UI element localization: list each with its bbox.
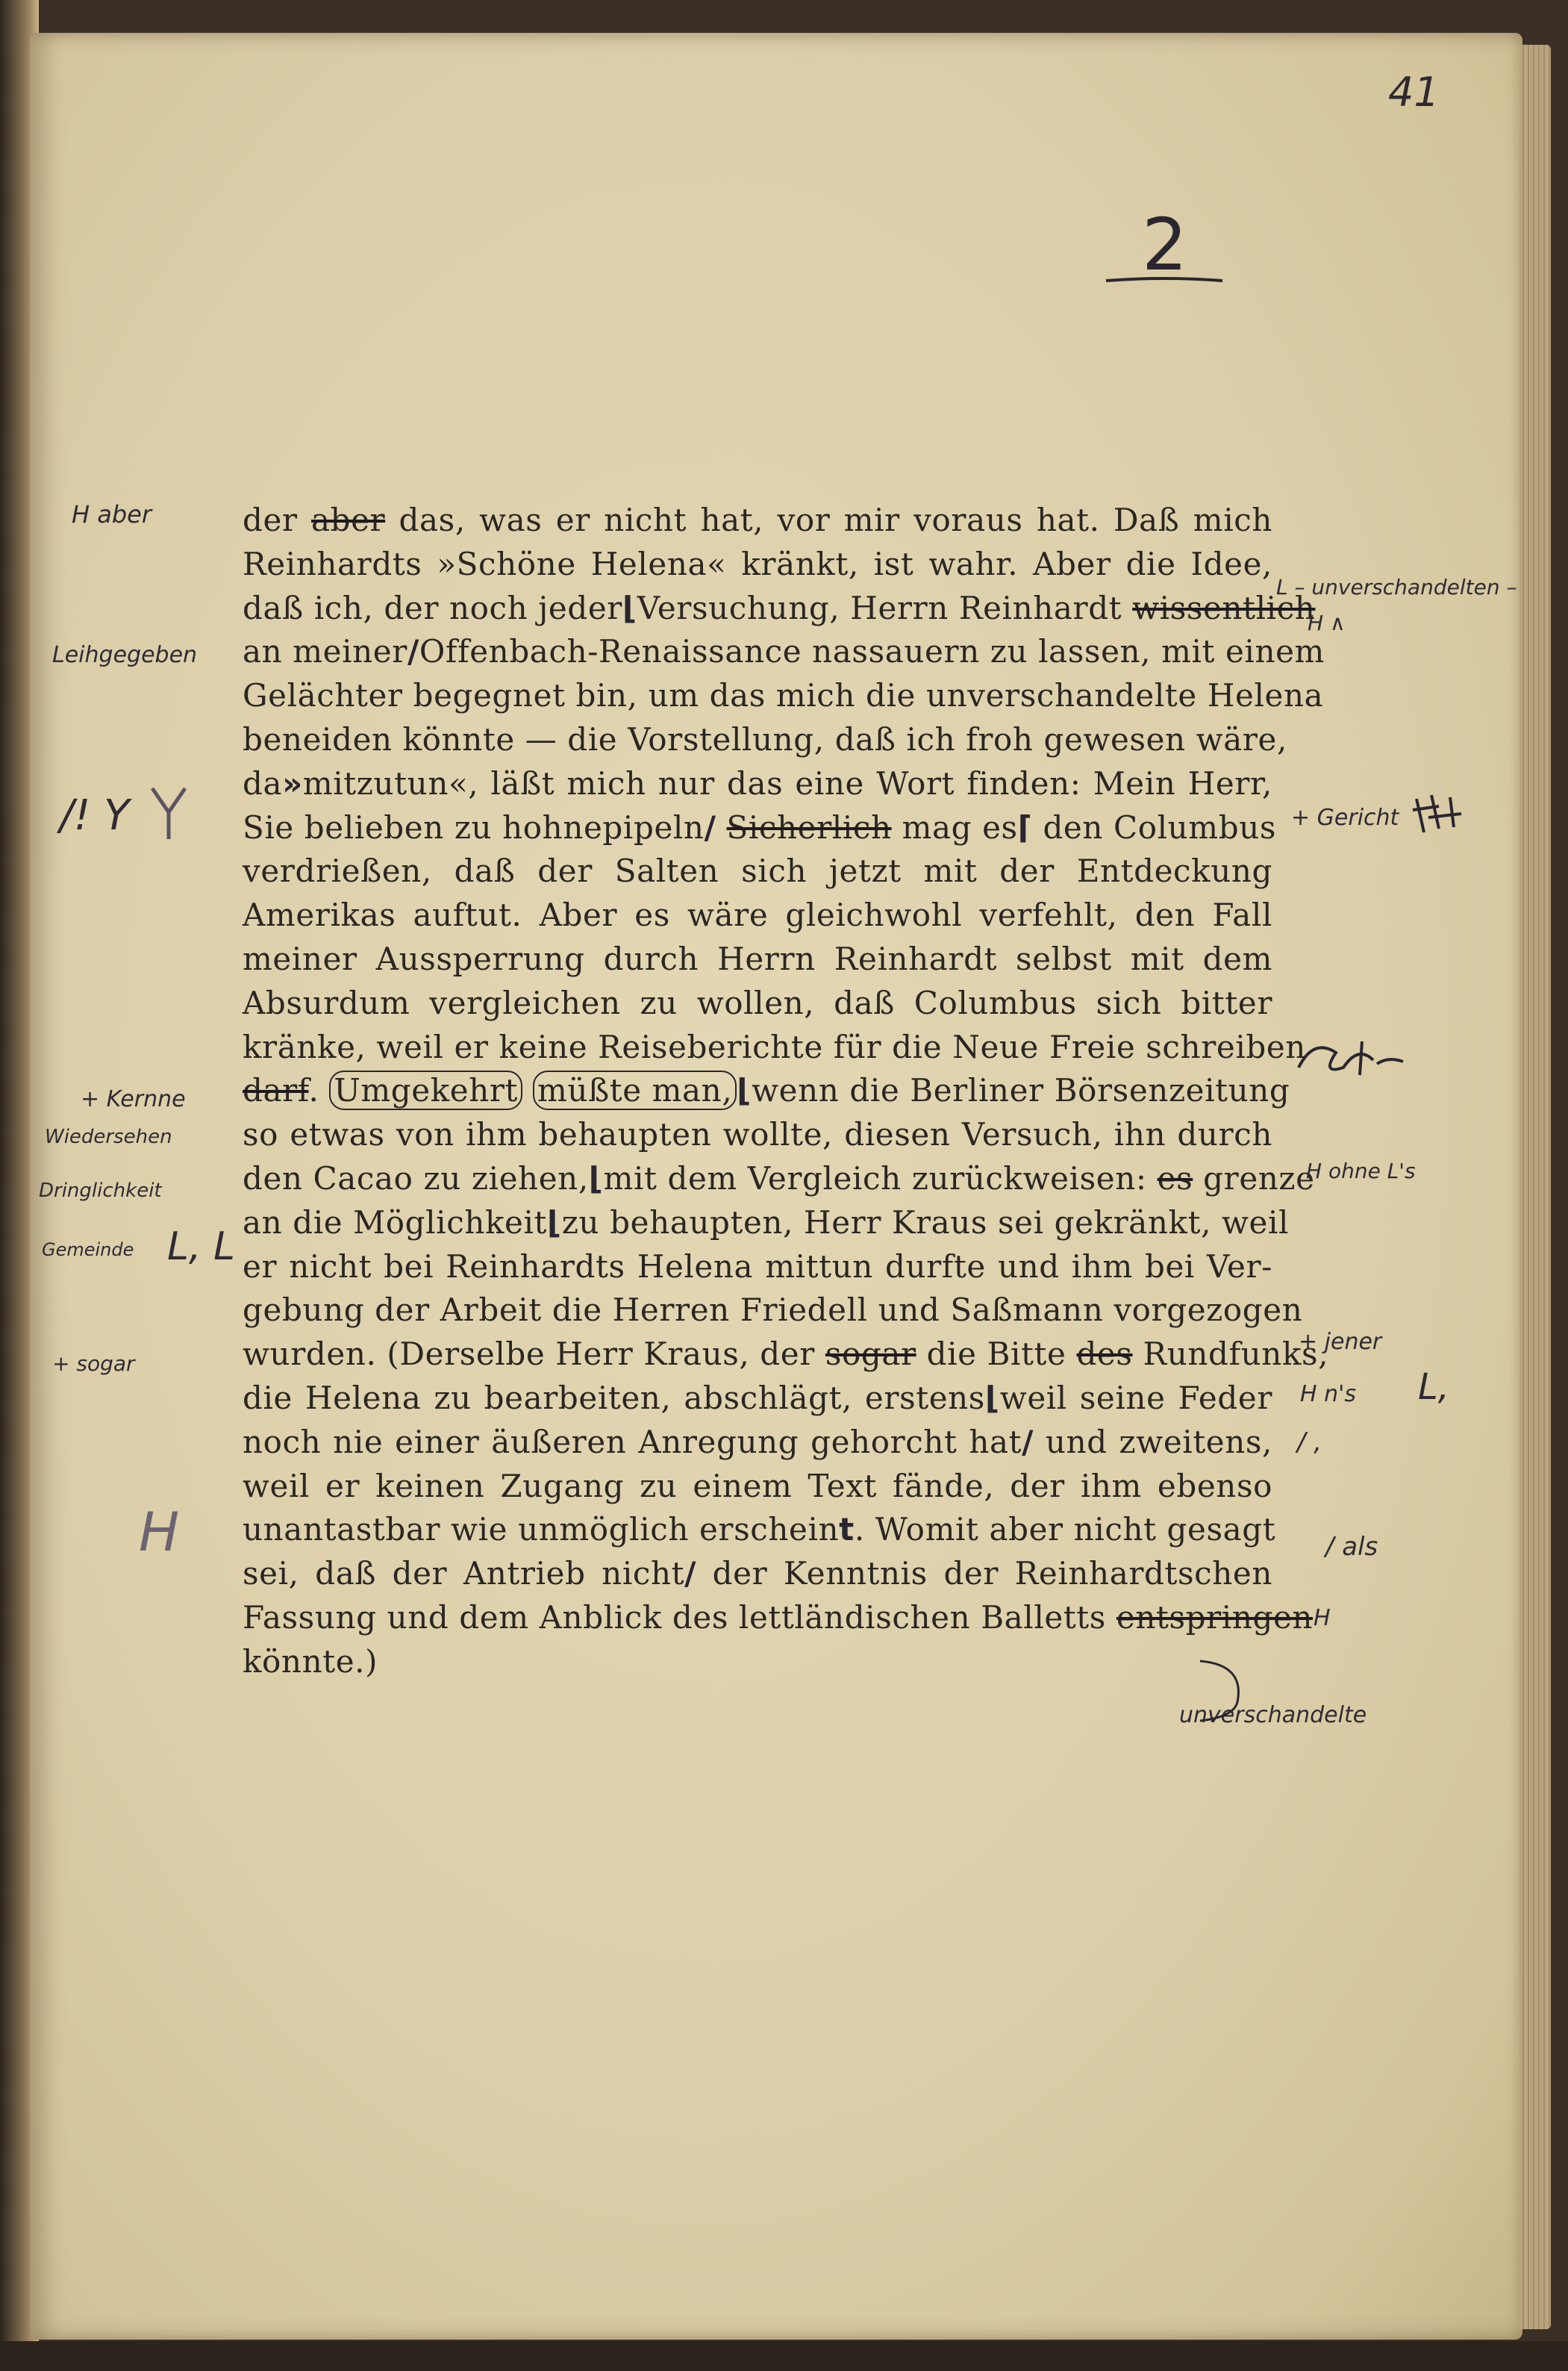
text-run: er nicht bei Reinhardts Helena mittun durfte und ihm bei Ver-	[243, 1247, 1272, 1285]
text-run: daß ich, der noch jeder	[243, 589, 622, 626]
deleted-word: des	[1076, 1336, 1133, 1373]
text-run: zu behaupten, Herr Kraus sei gekränkt, weil	[561, 1203, 1290, 1241]
section-mark-underline	[1105, 276, 1224, 284]
text-line	[243, 1069, 1290, 1113]
insertion-mark: t	[839, 1511, 855, 1548]
margin-note: / ,	[1297, 1427, 1322, 1457]
insertion-mark: ⌊	[737, 1072, 752, 1109]
margin-note: L,	[1418, 1366, 1449, 1408]
text-run: Amerikas auftut. Aber es wäre gleichwohl verfehlt, den Fall	[243, 897, 1272, 934]
text-line	[243, 1377, 1272, 1421]
text-line	[243, 1157, 1315, 1201]
insertion-mark: /	[704, 808, 716, 846]
text-line	[243, 1465, 1272, 1509]
margin-note: Gemeinde	[42, 1239, 134, 1260]
margin-note: H	[1314, 1605, 1331, 1631]
text-run: mit dem Vergleich zurückweisen:	[603, 1159, 1158, 1197]
circled-word: Umgekehrt	[329, 1071, 522, 1110]
margin-note: H	[139, 1501, 180, 1563]
deleted-word: entspringen	[1116, 1598, 1314, 1636]
text-line	[243, 587, 1316, 631]
text-run: und zweitens,	[1034, 1423, 1273, 1460]
margin-note: /! Y	[60, 791, 130, 840]
text-run: wenn die Berliner Börsenzeitung	[752, 1072, 1290, 1109]
margin-note: H ∧	[1308, 611, 1346, 635]
correction-bracket	[1193, 1657, 1275, 1724]
text-run: den Columbus	[1032, 808, 1277, 846]
text-run: die Helena zu bearbeiten, abschlägt, erstens	[243, 1379, 985, 1416]
page-number: 41	[1388, 69, 1440, 116]
text-line	[243, 850, 1272, 894]
text-run: verdrießen, daß der Salten sich jetzt mit der Entdeckung	[243, 853, 1272, 890]
text-line	[243, 1289, 1303, 1333]
text-run: den Cacao zu ziehen,	[243, 1159, 589, 1197]
deleted-word: darf	[243, 1072, 309, 1109]
text-run: kränke, weil er keine Reiseberichte für die Neue Freie schreiben	[243, 1028, 1306, 1065]
text-run: Versuchung, Herrn Reinhardt	[637, 589, 1133, 626]
text-run: .	[308, 1072, 330, 1109]
margin-note: Wiedersehen	[45, 1126, 172, 1148]
margin-note: + sogar	[52, 1351, 135, 1376]
text-run: das, was er nicht hat, vor mir voraus hat. Daß mich	[385, 502, 1272, 538]
text-line	[243, 1508, 1276, 1552]
text-run: mitzutun«, läßt mich nur das eine Wort finden: Mein Herr,	[302, 764, 1272, 802]
text-line	[243, 1113, 1272, 1157]
text-line	[243, 1333, 1329, 1377]
text-line	[243, 938, 1272, 982]
text-run: gebung der Arbeit die Herren Friedell und Saßmann vorgezogen	[243, 1292, 1303, 1329]
margin-note: H ohne L's	[1306, 1159, 1416, 1183]
insertion-mark: /	[684, 1555, 697, 1592]
text-line	[243, 806, 1277, 850]
insertion-mark: ⌊	[622, 589, 637, 626]
text-run: an meiner	[243, 633, 407, 670]
text-run: noch nie einer äußeren Anregung gehorcht hat	[243, 1423, 1022, 1460]
margin-note: + jener	[1299, 1329, 1382, 1355]
text-run: könnte.)	[243, 1642, 378, 1680]
text-run: grenze	[1193, 1159, 1315, 1197]
text-run: . Womit aber nicht gesagt	[854, 1511, 1276, 1548]
text-line	[243, 543, 1272, 587]
text-run: Gelächter begegnet bin, um das mich die unverschandelte Helena	[243, 677, 1324, 714]
margin-note: L, L	[167, 1224, 235, 1269]
text-run: so etwas von ihm behaupten wollte, diesen Versuch, ihn durch	[243, 1116, 1272, 1153]
text-line	[243, 1596, 1314, 1640]
text-run: Offenbach-Renaissance nassauern zu lassen, mit einem	[419, 633, 1325, 670]
deleted-word: wissentlich	[1132, 589, 1316, 626]
margin-note: + Gericht	[1291, 805, 1399, 831]
text-run: meiner Aussperrung durch Herrn Reinhardt selbst mit dem	[243, 940, 1272, 977]
deleted-word: Sicherlich	[726, 808, 892, 846]
text-run	[716, 809, 727, 846]
text-line	[243, 1552, 1272, 1596]
text-run: Fassung und dem Anblick des lettländischen Balletts	[243, 1598, 1116, 1636]
scan-background	[0, 2341, 1568, 2371]
text-run: beneiden könnte — die Vorstellung, daß ich froh gewesen wäre,	[243, 720, 1287, 758]
insertion-mark: ⌈	[1017, 808, 1033, 846]
circled-word: müßte man,	[533, 1071, 737, 1110]
text-run: mag es	[891, 808, 1018, 846]
y-mark	[146, 782, 191, 842]
text-run: Sie belieben zu hohnepipeln	[243, 808, 705, 846]
deleted-word: aber	[310, 502, 386, 538]
text-run	[522, 1072, 533, 1109]
margin-note: Dringlichkeit	[39, 1180, 162, 1202]
page-fore-edges	[1519, 45, 1551, 2329]
text-line	[243, 894, 1272, 938]
insertion-mark: /	[1022, 1423, 1034, 1460]
text-line	[243, 674, 1324, 718]
text-line	[243, 1245, 1272, 1289]
text-run: der Kenntnis der Reinhardtschen	[696, 1555, 1273, 1592]
text-run: weil er keinen Zugang zu einem Text fände, der ihm ebenso	[243, 1467, 1272, 1504]
text-line	[243, 982, 1272, 1026]
insertion-mark: /	[407, 633, 419, 670]
text-run: an die Möglichkeit	[243, 1203, 547, 1241]
text-run: weil seine Feder	[999, 1379, 1272, 1416]
text-line	[243, 762, 1272, 806]
section-mark: 2	[1142, 203, 1188, 287]
margin-note: + Kernne	[81, 1086, 186, 1112]
margin-note: unverschandelte	[1179, 1702, 1367, 1728]
margin-note: H n's	[1300, 1381, 1356, 1407]
insertion-mark: ⌊	[984, 1379, 1000, 1416]
margin-note: L – unverschandelten –	[1276, 575, 1517, 599]
insertion-mark: »	[282, 764, 303, 802]
text-line	[243, 718, 1287, 762]
deleted-word: es	[1157, 1159, 1193, 1197]
text-line	[243, 630, 1325, 674]
correction-mark-loop	[1291, 1030, 1411, 1090]
text-run: die Bitte	[916, 1336, 1077, 1373]
text-run: da	[243, 764, 283, 802]
text-run: unantastbar wie unmöglich erschein	[243, 1511, 840, 1548]
text-line	[243, 1201, 1290, 1245]
text-run: wurden. (Derselbe Herr Kraus, der	[243, 1336, 825, 1373]
margin-note: H aber	[72, 500, 152, 529]
text-line	[243, 1421, 1272, 1465]
text-run: der	[243, 502, 311, 538]
text-line	[243, 499, 1272, 543]
text-run: sei, daß der Antrieb nicht	[243, 1555, 685, 1592]
margin-note: Leihgegeben	[52, 642, 198, 668]
correction-mark-ff	[1409, 791, 1469, 836]
text-run: Rundfunks,	[1132, 1336, 1329, 1373]
insertion-mark: ⌊	[547, 1203, 562, 1241]
text-line	[243, 1026, 1306, 1070]
text-run: Reinhardts »Schöne Helena« kränkt, ist wahr. Aber die Idee,	[243, 545, 1272, 582]
text-run: Absurdum vergleichen zu wollen, daß Columbus sich bitter	[243, 984, 1272, 1021]
deleted-word: sogar	[825, 1336, 916, 1373]
margin-note: / als	[1325, 1532, 1378, 1562]
insertion-mark: ⌊	[588, 1159, 604, 1197]
text-line	[243, 1640, 1272, 1684]
